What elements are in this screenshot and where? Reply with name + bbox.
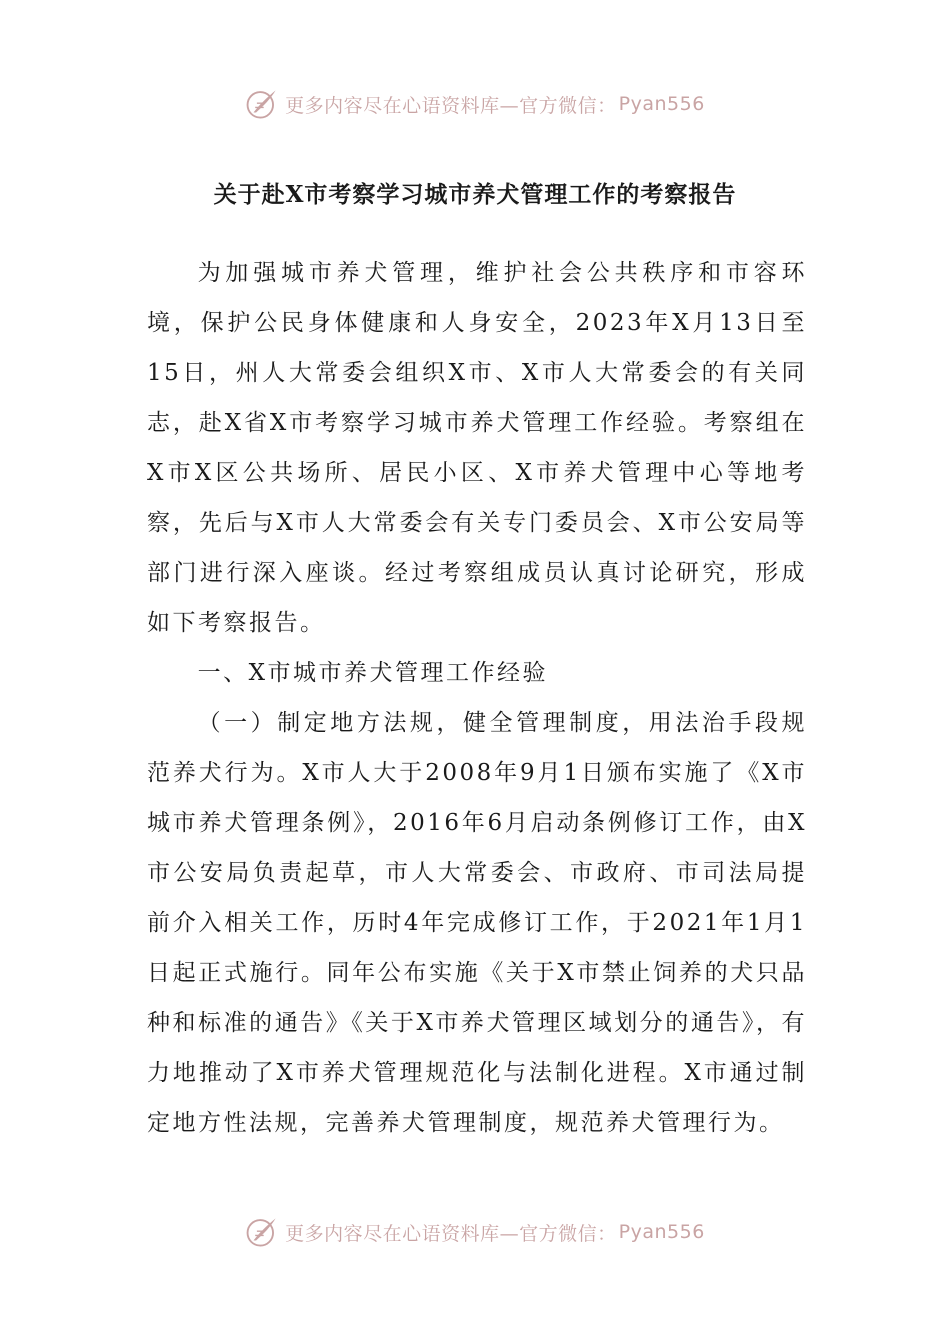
section-heading: 一、X市城市养犬管理工作经验 [197, 660, 548, 686]
watermark-header [0, 84, 950, 124]
watermark-text: 更多内容尽在心语资料库—官方微信： [285, 1222, 617, 1245]
quill-logo-icon [245, 1215, 279, 1249]
watermark-wechat-id: Pyan556 [618, 93, 705, 115]
paragraph-intro: 为加强城市养犬管理，维护社会公共秩序和市容环境，保护公民身体健康和人身安全，2023年X月13日至15日，州人大常委会组织X市、X市人大常委会的有关同志，赴X省X市考察学习城市养犬管理工作经验。考察组在X市X区公共场所、居民小区、X市养犬管理中心等地考察，先后与X市人大常委会有关专门委员会、X市公安局等部门进行深入座谈。经过考察组成员认真讨论研究，形成如下考察报告。 [147, 260, 807, 636]
watermark-text: 更多内容尽在心语资料库—官方微信： [285, 94, 617, 117]
document-body [147, 248, 807, 1148]
quill-logo-icon [245, 87, 279, 121]
watermark-wechat-id: Pyan556 [618, 1221, 705, 1243]
watermark-footer [0, 1212, 950, 1252]
document-title: 关于赴X市考察学习城市养犬管理工作的考察报告 [213, 181, 737, 208]
paragraph-regulations: （一）制定地方法规，健全管理制度，用法治手段规范养犬行为。X市人大于2008年9月1日颁布实施了《X市城市养犬管理条例》，2016年6月启动条例修订工作，由X市公安局负责起草，市人大常委会、市政府、市司法局提前介入相关工作，历时4年完成修订工作，于2021年1月1日起正式施行。同年公布实施《关于X市禁止饲养的犬只品种和标准的通告》《关于X市养犬管理区域划分的通告》，有力地推动了X市养犬管理规范化与法制化进程。X市通过制定地方性法规，完善养犬管理制度，规范养犬管理行为。 [147, 710, 807, 1136]
